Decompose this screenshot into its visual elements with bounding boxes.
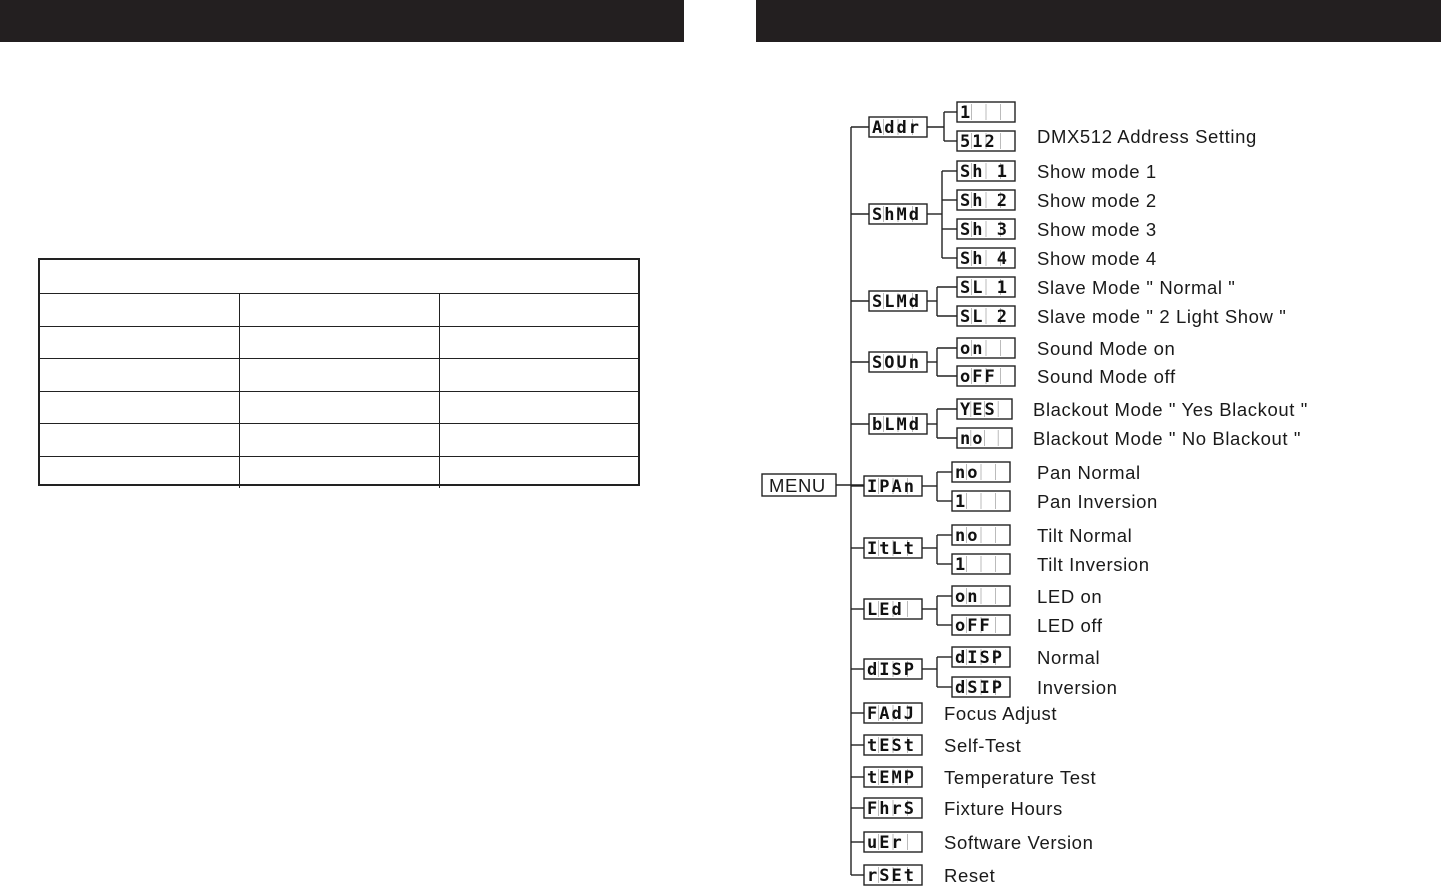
menu-item-0-option-0-display-code: 1	[960, 103, 973, 123]
menu-item-6-option-1-display-code: 1	[955, 555, 968, 575]
menu-item-8-option-0-display-code: dISP	[955, 648, 1004, 668]
menu-item-2-option-1-display-code: SL 2	[960, 307, 1009, 327]
menu-item-1-option-1-display-code: Sh 2	[960, 191, 1009, 211]
menu-item-0-option-1-label: DMX512 Address Setting	[1037, 126, 1257, 147]
menu-item-8-option-0-label: Normal	[1037, 647, 1101, 668]
menu-item-2-display-code: SLMd	[872, 292, 921, 312]
menu-item-10-label: Self-Test	[944, 735, 1022, 756]
menu-item-11-display-code: tEMP	[867, 768, 916, 788]
menu-item-7-option-0-label: LED on	[1037, 586, 1103, 607]
menu-item-1-option-3-display-code: Sh 4	[960, 249, 1009, 269]
menu-item-14-label: Reset	[944, 865, 996, 886]
menu-item-7-option-1-display-code: oFF	[955, 616, 992, 636]
menu-item-4-display-code: bLMd	[872, 415, 921, 435]
menu-item-6-display-code: ItLt	[867, 539, 916, 559]
menu-item-0-option-1-display-code: 512	[960, 132, 997, 152]
menu-item-9-display-code: FAdJ	[867, 704, 916, 724]
menu-item-4-option-1-display-code: no	[960, 429, 985, 449]
menu-item-1-option-2-display-code: Sh 3	[960, 220, 1009, 240]
menu-item-8-option-1-label: Inversion	[1037, 677, 1118, 698]
menu-item-1-option-0-display-code: Sh 1	[960, 162, 1009, 182]
menu-item-3-option-0-label: Sound Mode on	[1037, 338, 1176, 359]
menu-item-12-display-code: FhrS	[867, 799, 916, 819]
menu-item-6-option-0-label: Tilt Normal	[1037, 525, 1133, 546]
menu-item-3-option-0-display-code: on	[960, 339, 985, 359]
menu-item-13-label: Software Version	[944, 832, 1094, 853]
menu-item-1-option-3-label: Show mode 4	[1037, 248, 1157, 269]
menu-item-2-option-0-label: Slave Mode " Normal "	[1037, 277, 1236, 298]
menu-item-5-option-1-label: Pan Inversion	[1037, 491, 1158, 512]
menu-item-12-label: Fixture Hours	[944, 798, 1063, 819]
menu-item-5-display-code: IPAn	[867, 477, 916, 497]
menu-item-8-display-code: dISP	[867, 660, 916, 680]
menu-label: MENU	[769, 475, 826, 496]
menu-item-2-option-0-display-code: SL 1	[960, 278, 1009, 298]
menu-item-7-option-0-display-code: on	[955, 587, 980, 607]
menu-item-11-label: Temperature Test	[944, 767, 1097, 788]
menu-item-1-option-0-label: Show mode 1	[1037, 161, 1157, 182]
menu-item-4-option-0-display-code: YES	[960, 400, 997, 420]
menu-item-13-display-code: uEr	[867, 833, 904, 853]
menu-item-8-option-1-display-code: dSIP	[955, 678, 1004, 698]
menu-item-1-option-1-label: Show mode 2	[1037, 190, 1157, 211]
menu-item-6-option-0-display-code: no	[955, 526, 980, 546]
menu-item-3-option-1-label: Sound Mode off	[1037, 366, 1176, 387]
menu-item-5-option-1-display-code: 1	[955, 492, 968, 512]
menu-item-10-display-code: tESt	[867, 736, 916, 756]
menu-item-0-display-code: Addr	[872, 118, 921, 138]
menu-item-4-option-0-label: Blackout Mode " Yes Blackout "	[1033, 399, 1308, 420]
menu-item-6-option-1-label: Tilt Inversion	[1037, 554, 1150, 575]
menu-item-3-display-code: SOUn	[872, 353, 921, 373]
menu-item-7-display-code: LEd	[867, 600, 904, 620]
menu-item-14-display-code: rSEt	[867, 866, 916, 886]
menu-item-2-option-1-label: Slave mode " 2 Light Show "	[1037, 306, 1287, 327]
menu-item-7-option-1-label: LED off	[1037, 615, 1103, 636]
menu-item-1-option-2-label: Show mode 3	[1037, 219, 1157, 240]
menu-item-9-label: Focus Adjust	[944, 703, 1058, 724]
menu-item-5-option-0-label: Pan Normal	[1037, 462, 1141, 483]
menu-item-1-display-code: ShMd	[872, 205, 921, 225]
menu-item-4-option-1-label: Blackout Mode " No Blackout "	[1033, 428, 1302, 449]
menu-item-5-option-0-display-code: no	[955, 463, 980, 483]
menu-item-3-option-1-display-code: oFF	[960, 367, 997, 387]
